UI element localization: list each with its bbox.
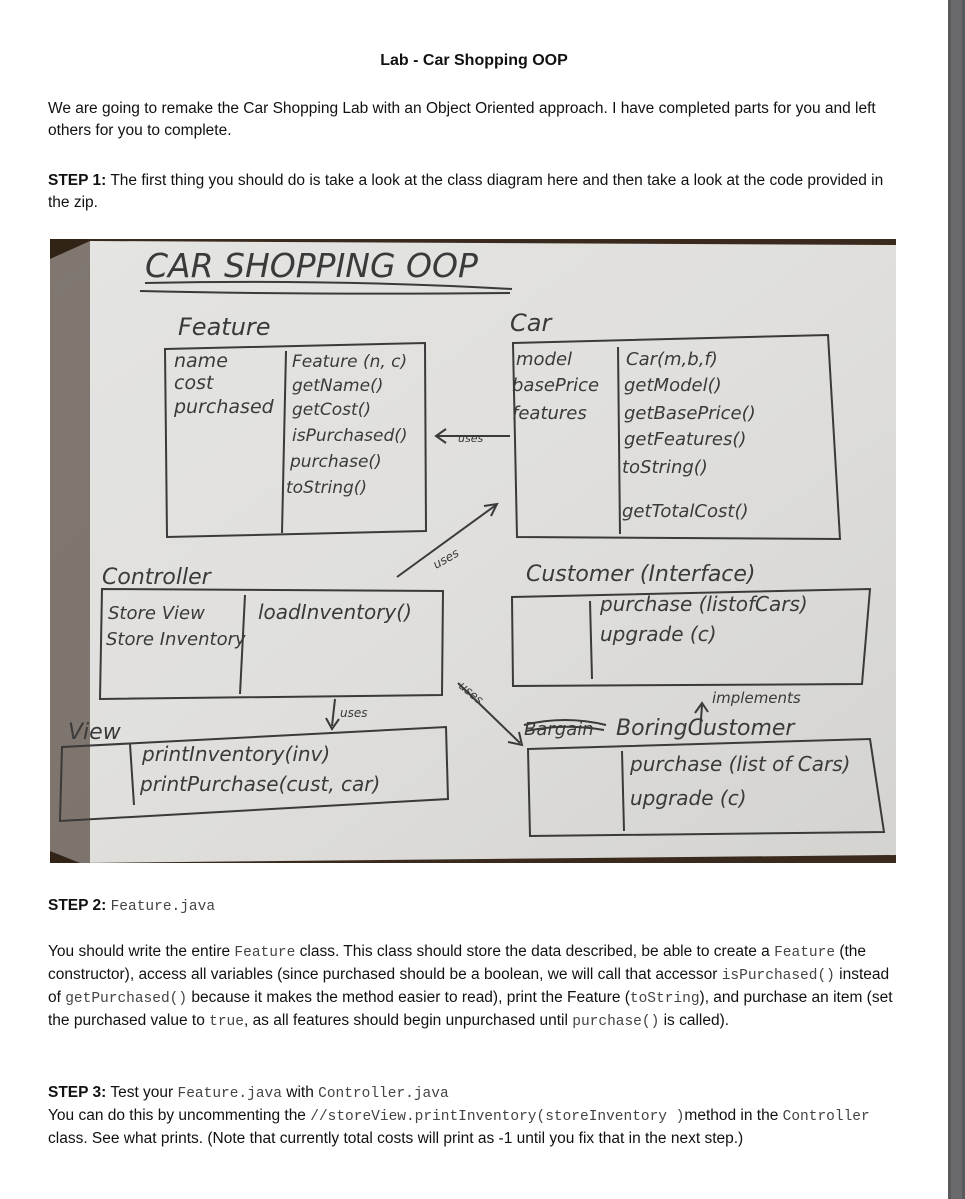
step2-text-8: is called). (659, 1012, 730, 1029)
boring-method-0: purchase (list of Cars) (630, 752, 851, 776)
feature-method-2: getCost() (292, 400, 371, 420)
car-method-2: getBasePrice() (624, 403, 756, 424)
car-method-4: toString() (622, 457, 708, 478)
step2-code-7: purchase() (572, 1014, 660, 1030)
car-field-2: features (512, 403, 587, 424)
uses-label-controller-view: uses (340, 706, 368, 720)
feature-field-1: cost (174, 372, 214, 394)
step3-paragraph (48, 1105, 898, 1150)
step2-label: STEP 2: (48, 897, 107, 914)
view-method-0: printInventory(inv) (142, 742, 331, 766)
step2-text-1: You should write the entire (48, 943, 235, 960)
controller-class-name: Controller (102, 565, 211, 590)
view-method-1: printPurchase(cust, car) (140, 772, 381, 796)
uses-label-car-feature: uses (458, 432, 484, 445)
step2-text-2: class. This class should store the data described, be able to create a (295, 943, 775, 960)
feature-method-0: Feature (n, c) (292, 352, 408, 372)
boring-method-1: upgrade (c) (630, 786, 747, 810)
controller-field-0: Store View (108, 603, 205, 624)
step2-text-5: because it makes the method easier to read), print the Feature ( (187, 989, 630, 1006)
step3-code-3: //storeView.printInventory(storeInventory ) (310, 1109, 685, 1125)
scrollbar-thumb[interactable] (951, 0, 962, 1199)
customer-interface-name: Customer (Interface) (526, 562, 756, 587)
intro-paragraph: We are going to remake the Car Shopping Lab with an Object Oriented approach. I have completed parts for you and left others for you to complete. (48, 100, 876, 139)
car-method-3: getFeatures() (624, 429, 747, 450)
step3-text-1: Test your (106, 1084, 178, 1101)
implements-label: implements (712, 689, 801, 707)
class-diagram-photo (50, 239, 896, 863)
step2-code-1: Feature (234, 945, 296, 961)
bargain-struck-text: Bargain (524, 719, 594, 740)
step3-heading (48, 1082, 898, 1105)
step2-code-4: getPurchased() (65, 991, 188, 1007)
feature-field-2: purchased (174, 396, 274, 418)
car-field-1: basePrice (512, 375, 600, 396)
car-method-5: getTotalCost() (622, 501, 749, 522)
boring-customer-class-name: BoringCustomer (616, 716, 795, 741)
step1-paragraph (48, 170, 898, 214)
step2-text-7: , as all features should begin unpurchased until (243, 1012, 573, 1029)
customer-method-1: upgrade (c) (600, 622, 717, 646)
step2-text-3: (the constructor), access all variables (since purchased should be a boolean, we will call that accessor (48, 943, 867, 983)
step2-code-6: true (209, 1014, 244, 1030)
step2-code-5: toString (629, 991, 700, 1007)
feature-method-1: getName() (292, 376, 384, 396)
car-field-0: model (516, 349, 573, 370)
customer-method-0: purchase (listofCars) (600, 592, 808, 616)
step2-text-6: ), and purchase an item (set the purchased value to (48, 989, 893, 1029)
step3-code-1: Feature.java (177, 1086, 282, 1102)
step2-text-4: instead of (48, 966, 890, 1006)
step1-label: STEP 1: (48, 172, 107, 189)
step3-text-2: with (281, 1084, 319, 1101)
step3-label: STEP 3: (48, 1084, 107, 1101)
step3-text-5: class. See what prints. (Note that currently total costs will print as -1 until you fix that in the next step.) (48, 1130, 744, 1147)
vertical-scrollbar[interactable] (948, 0, 965, 1199)
feature-method-4: purchase() (290, 452, 382, 472)
step3-text-4: method in the (684, 1107, 783, 1124)
car-class-name: Car (510, 309, 552, 337)
step2-heading (48, 895, 898, 918)
car-method-0: Car(m,b,f) (626, 349, 718, 370)
feature-method-5: toString() (286, 478, 368, 498)
feature-field-0: name (174, 350, 228, 372)
step2-code-2: Feature (774, 945, 836, 961)
diagram-title: CAR SHOPPING OOP (145, 246, 478, 285)
step2-code-3: isPurchased() (721, 968, 835, 984)
controller-method-0: loadInventory() (258, 600, 412, 624)
car-method-1: getModel() (624, 375, 722, 396)
step3-code-4: Controller (782, 1109, 870, 1125)
page-title: Lab - Car Shopping OOP (380, 52, 568, 69)
view-class-name: View (68, 720, 121, 745)
feature-class-name: Feature (178, 313, 271, 341)
step2-paragraph (48, 941, 898, 1033)
step3-text-3: You can do this by uncommenting the (48, 1107, 311, 1124)
step3-code-2: Controller.java (318, 1086, 449, 1102)
uses-label-controller-car: uses (430, 545, 462, 572)
controller-field-1: Store Inventory (106, 629, 246, 650)
feature-method-3: isPurchased() (292, 426, 408, 446)
step1-text: The first thing you should do is take a look at the class diagram here and then take a look at the code provided in the zip. (48, 172, 884, 211)
step2-file: Feature.java (110, 899, 216, 915)
uses-label-controller-boring: uses (456, 678, 487, 707)
